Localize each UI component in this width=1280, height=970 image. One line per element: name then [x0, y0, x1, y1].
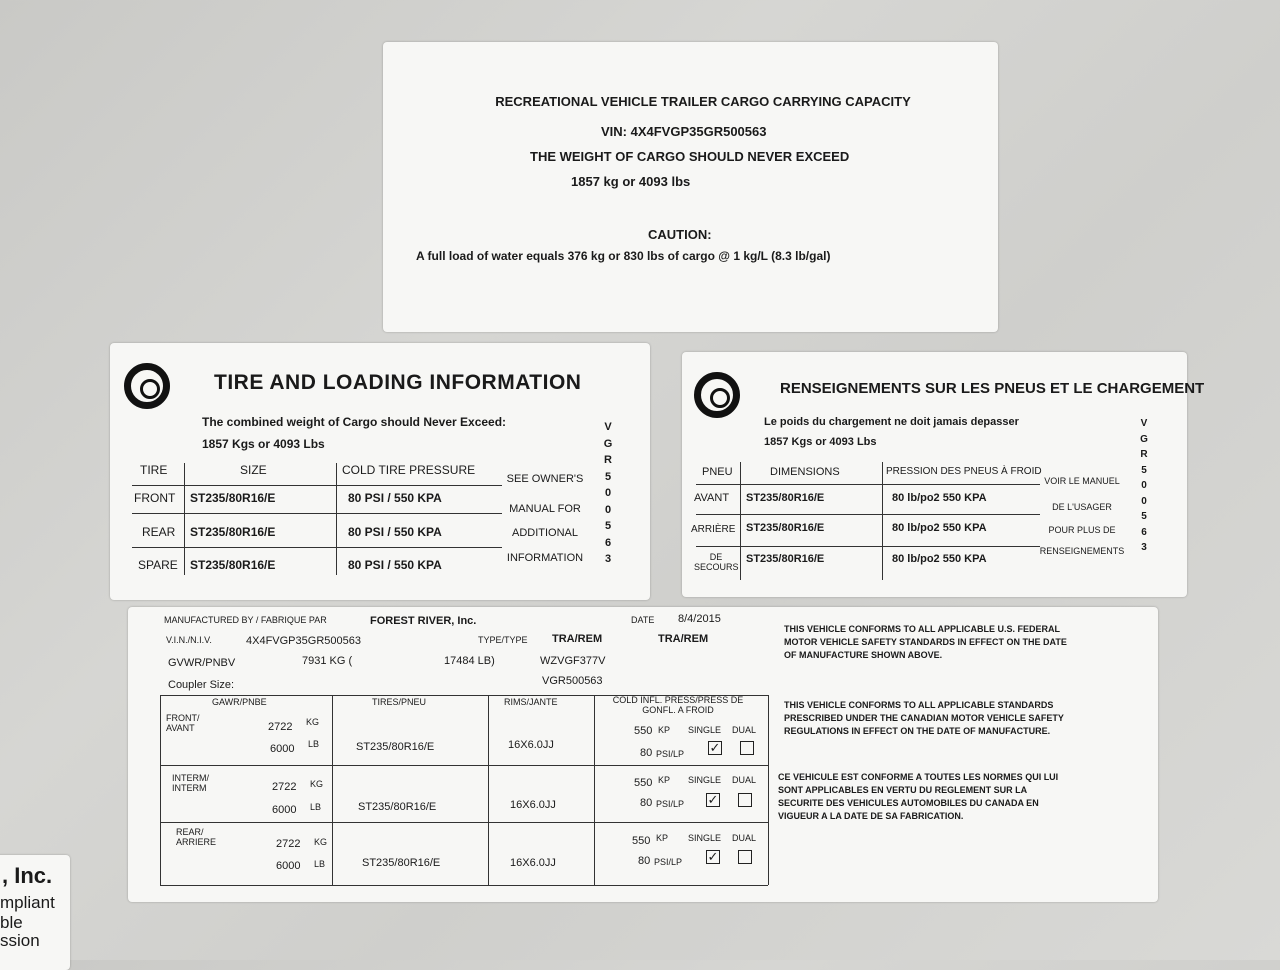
mfg-manufactured-label: MANUFACTURED BY / FABRIQUE PAR — [164, 615, 327, 625]
v-char: 3 — [604, 553, 612, 565]
mfg-serial: VGR500563 — [542, 675, 603, 687]
tire-en-h-pressure: COLD TIRE PRESSURE — [342, 463, 476, 477]
cargo-vin: VIN: 4X4FVGP35GR500563 — [601, 124, 767, 139]
tire-fr-title: RENSEIGNEMENTS SUR LES PNEUS ET LE CHARGEMENT — [780, 380, 1205, 397]
axle-front-single: SINGLE — [688, 725, 722, 735]
tire-en-title: TIRE AND LOADING INFORMATION — [214, 371, 582, 394]
v-char: 6 — [1141, 526, 1147, 538]
tire-en-note-2: MANUAL FOR — [509, 503, 581, 515]
v-char: 3 — [1141, 542, 1147, 553]
tire-en-h-size: SIZE — [240, 463, 267, 477]
axle-rear-kp: 550 — [632, 835, 651, 847]
v-char: 5 — [1141, 464, 1147, 476]
tire-fr-vertical-code — [1138, 416, 1150, 556]
tire-info-label-fr — [682, 352, 1205, 597]
axle-front-psi-unit: PSI/LP — [656, 749, 685, 759]
corner-line2: mpliant — [0, 893, 55, 912]
tire-fr-row-arriere-size: ST235/80R16/E — [746, 522, 825, 534]
corner-line4: ssion — [0, 931, 40, 950]
mfg-type2: TRA/REM — [658, 633, 709, 645]
axle-front-kg-unit: KG — [306, 717, 320, 727]
axle-front-lb: 6000 — [270, 743, 295, 755]
mfg-conform-fr: CE VEHICULE EST CONFORME A TOUTES LES NORMES QUI LUI SONT APPLICABLES EN VERTU DU REGLEMENT SUR LA SECURITE DES VEHICULES AUTOMOBILES DU CANADA EN VIGUEUR A LA DATE DE SA FABRICATION. — [778, 772, 1059, 821]
mfg-conform-us: THIS VEHICLE CONFORMS TO ALL APPLICABLE U.S. FEDERAL MOTOR VEHICLE SAFETY STANDARDS IN EFFECT ON THE DATE OF MANUFACTURE SHOWN ABOVE. — [784, 624, 1067, 660]
tire-fr-note-1: VOIR LE MANUEL — [1044, 476, 1120, 486]
axle-rear-rim: 16X6.0JJ — [510, 857, 556, 869]
axle-rear-psi: 80 — [638, 855, 651, 867]
v-char: 5 — [604, 520, 612, 532]
axle-rear-dual: DUAL — [732, 833, 757, 843]
v-char: G — [1140, 433, 1148, 445]
tire-fr-row-secours-pos: DE SECOURS — [694, 552, 739, 572]
cargo-water-note: A full load of water equals 376 kg or 830 lbs of cargo @ 1 kg/L (8.3 lb/gal) — [416, 249, 831, 263]
mfg-type1: TRA/REM — [552, 633, 603, 645]
axle-interm-kg-unit: KG — [310, 779, 324, 789]
axle-front-kp: 550 — [634, 725, 653, 737]
tire-en-row-front-size: ST235/80R16/E — [190, 491, 276, 505]
axle-front-tire: ST235/80R16/E — [356, 741, 435, 753]
tire-icon — [124, 363, 170, 409]
v-char: 6 — [604, 536, 612, 549]
v-char: R — [604, 454, 612, 466]
v-char: 0 — [1141, 495, 1147, 507]
axle-interm-single: SINGLE — [688, 775, 722, 785]
cargo-weight: 1857 kg or 4093 lbs — [571, 174, 691, 189]
dual-checkbox[interactable] — [740, 741, 754, 755]
cargo-never-exceed: THE WEIGHT OF CARGO SHOULD NEVER EXCEED — [530, 149, 850, 164]
axle-rear-name: REAR/ ARRIERE — [176, 827, 217, 847]
corner-line3: ble — [0, 913, 23, 932]
mfg-vin: 4X4FVGP35GR500563 — [246, 635, 361, 647]
mfg-conform-ca: THIS VEHICLE CONFORMS TO ALL APPLICABLE STANDARDS PRESCRIBED UNDER THE CANADIAN MOTOR VEHICLE SAFETY REGULATIONS IN EFFECT ON THE DATE OF MANUFACTURE. — [784, 700, 1064, 736]
axle-rear-kg-unit: KG — [314, 837, 328, 847]
mfg-date: 8/4/2015 — [678, 613, 721, 625]
mfg-h-cold: COLD INFL. PRESS/PRESS DE GONFL. A FROID — [612, 695, 744, 715]
axle-interm-rim: 16X6.0JJ — [510, 799, 556, 811]
axle-rear-lb-unit: LB — [314, 859, 326, 869]
tire-fr-row-avant-pressure: 80 lb/po2 550 KPA — [892, 492, 987, 504]
tire-fr-note-2: DE L'USAGER — [1052, 502, 1112, 512]
dual-checkbox[interactable] — [738, 850, 752, 864]
tire-en-vertical-code — [602, 419, 614, 568]
v-char: G — [603, 437, 613, 450]
axle-interm-kp: 550 — [634, 777, 653, 789]
tire-fr-row-avant-size: ST235/80R16/E — [746, 492, 825, 504]
axle-interm-lb: 6000 — [272, 804, 297, 816]
axle-rear-lb: 6000 — [276, 860, 301, 872]
tire-fr-h-size: DIMENSIONS — [770, 466, 840, 478]
v-char: V — [1140, 418, 1148, 429]
axle-interm-tire: ST235/80R16/E — [358, 801, 437, 813]
axle-rear-single: SINGLE — [688, 833, 722, 843]
axle-front-name: FRONT/ AVANT — [166, 713, 200, 733]
axle-interm-dual: DUAL — [732, 775, 757, 785]
mfg-vin-label: V.I.N./N.I.V. — [166, 635, 212, 645]
tire-fr-row-secours-size: ST235/80R16/E — [746, 553, 825, 565]
corner-line1: , Inc. — [2, 863, 53, 888]
tire-fr-row-secours-pressure: 80 lb/po2 550 KPA — [892, 553, 987, 565]
single-checkbox[interactable]: ✓ — [707, 849, 719, 864]
v-char: 5 — [604, 470, 612, 483]
mfg-manufacturer: FOREST RIVER, Inc. — [370, 615, 477, 627]
axle-interm-psi: 80 — [640, 797, 653, 809]
tire-fr-h-pressure: PRESSION DES PNEUS À FROID — [886, 466, 1042, 477]
tire-en-note-4: INFORMATION — [506, 552, 584, 564]
mfg-h-gawr: GAWR/PNBE — [212, 697, 267, 707]
axle-interm-kp-unit: KP — [658, 775, 671, 785]
axle-front-rim: 16X6.0JJ — [508, 739, 554, 751]
tire-fr-row-avant-pos: AVANT — [694, 492, 730, 504]
axle-interm-psi-unit: PSI/LP — [656, 799, 685, 809]
axle-rear-psi-unit: PSI/LP — [654, 857, 683, 867]
v-char: 0 — [604, 503, 612, 516]
mfg-model: WZVGF377V — [540, 655, 606, 667]
axle-front-kg: 2722 — [268, 721, 293, 733]
single-checkbox[interactable]: ✓ — [707, 792, 719, 807]
tire-en-row-spare-pressure: 80 PSI / 550 KPA — [348, 558, 442, 572]
v-char: R — [1140, 449, 1148, 460]
tire-en-combined: The combined weight of Cargo should Never Exceed: — [202, 415, 507, 429]
axle-front-kp-unit: KP — [658, 725, 671, 735]
tire-en-row-front-pos: FRONT — [134, 491, 176, 505]
corner-label-fragment — [0, 855, 70, 970]
axle-interm-kg: 2722 — [272, 781, 297, 793]
tire-en-weight: 1857 Kgs or 4093 Lbs — [202, 437, 325, 451]
tire-fr-row-arriere-pos: ARRIÈRE — [691, 524, 736, 535]
axle-rear-tire: ST235/80R16/E — [362, 857, 441, 869]
cargo-title: RECREATIONAL VEHICLE TRAILER CARGO CARRYING CAPACITY — [495, 94, 911, 109]
tire-en-row-spare-pos: SPARE — [138, 558, 178, 572]
tire-en-note-3: ADDITIONAL — [511, 527, 578, 539]
v-char: V — [604, 421, 612, 433]
mfg-gvwr-lb: 17484 LB) — [444, 655, 495, 667]
tire-fr-note-4: RENSEIGNEMENTS — [1039, 546, 1125, 556]
tire-icon — [694, 372, 740, 418]
axle-front-lb-unit: LB — [308, 739, 320, 749]
tire-fr-weight: 1857 Kgs or 4093 Lbs — [764, 436, 877, 448]
manufacturer-label — [128, 607, 1158, 902]
tire-en-row-rear-size: ST235/80R16/E — [190, 525, 276, 539]
tire-fr-row-arriere-pressure: 80 lb/po2 550 KPA — [892, 522, 987, 534]
tire-en-row-rear-pos: REAR — [142, 525, 176, 539]
tire-fr-note-3: POUR PLUS DE — [1048, 525, 1116, 535]
axle-interm-name: INTERM/ INTERM — [172, 773, 209, 793]
mfg-gvwr-kg: 7931 KG ( — [302, 655, 353, 667]
tire-en-row-rear-pressure: 80 PSI / 550 KPA — [348, 525, 442, 539]
tire-en-h-tire: TIRE — [140, 463, 168, 477]
v-char: 5 — [1141, 511, 1147, 522]
mfg-type-label: TYPE/TYPE — [478, 635, 528, 645]
v-char: 0 — [604, 487, 612, 499]
axle-rear-kg: 2722 — [276, 838, 301, 850]
axle-front-psi: 80 — [640, 747, 653, 759]
mfg-date-label: DATE — [631, 615, 655, 625]
dual-checkbox[interactable] — [738, 793, 752, 807]
cargo-caution: CAUTION: — [648, 227, 712, 242]
mfg-h-tires: TIRES/PNEU — [372, 697, 427, 707]
tire-fr-combined: Le poids du chargement ne doit jamais depasser — [764, 416, 1019, 428]
mfg-h-rims: RIMS/JANTE — [504, 697, 558, 707]
tire-info-label-en — [110, 343, 650, 600]
axle-rear-kp-unit: KP — [656, 833, 669, 843]
cargo-capacity-label — [383, 42, 998, 332]
tire-en-note-1: SEE OWNER'S — [506, 473, 584, 485]
axle-interm-lb-unit: LB — [310, 802, 322, 812]
mfg-gvwr-label: GVWR/PNBV — [168, 657, 236, 669]
tire-en-row-spare-size: ST235/80R16/E — [190, 558, 276, 572]
tire-en-row-front-pressure: 80 PSI / 550 KPA — [348, 491, 442, 505]
tire-fr-h-tire: PNEU — [702, 466, 733, 478]
axle-front-dual: DUAL — [732, 725, 757, 735]
mfg-coupler-label: Coupler Size: — [168, 679, 235, 691]
single-checkbox[interactable]: ✓ — [709, 740, 721, 755]
v-char: 0 — [1141, 480, 1147, 491]
